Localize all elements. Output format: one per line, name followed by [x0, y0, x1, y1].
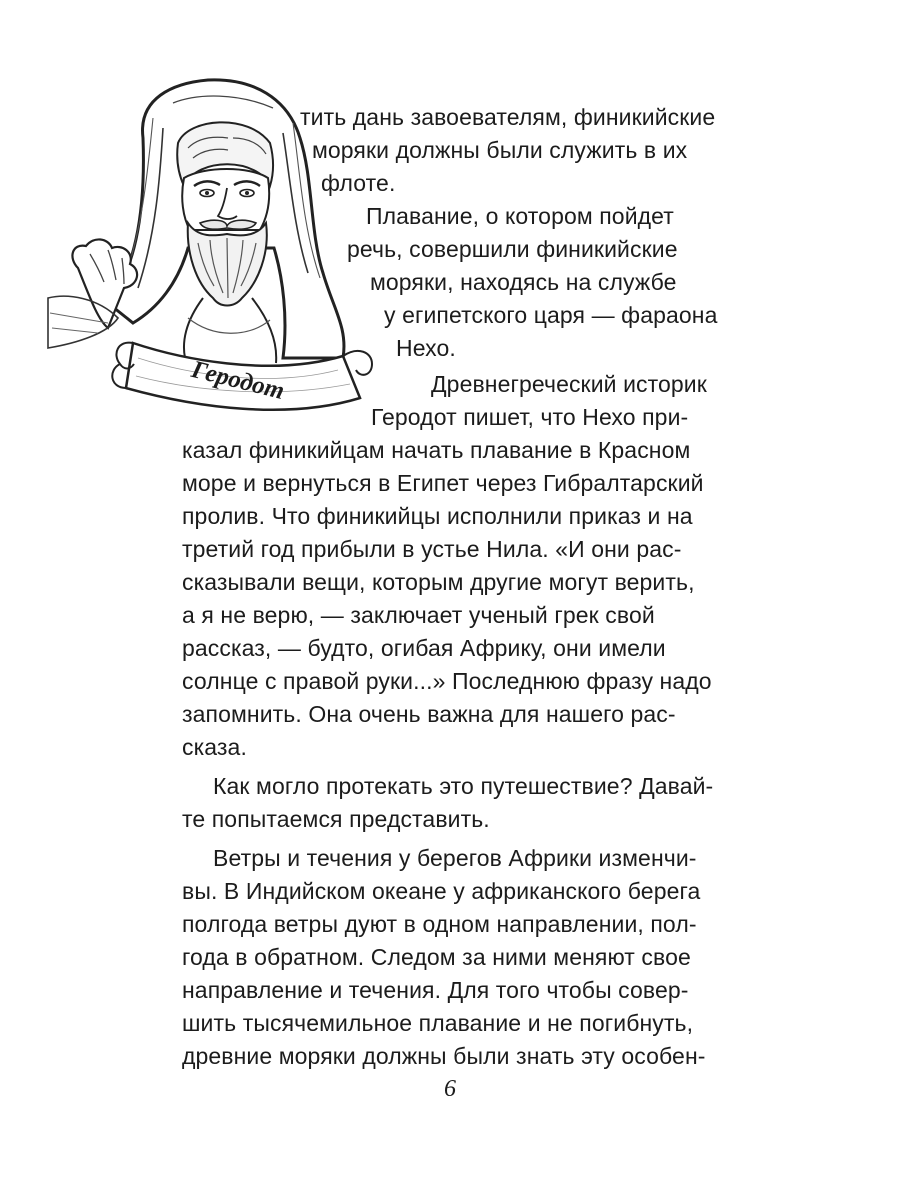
page-number: 6	[444, 1076, 456, 1102]
text-line: тить дань завоевателям, финикийские	[300, 104, 716, 130]
text-line: пролив. Что финикийцы исполнили приказ и на	[182, 503, 693, 529]
text-line: запомнить. Она очень важна для нашего рас-	[182, 701, 676, 727]
text-line: а я не верю, — заключает ученый грек свой	[182, 602, 655, 628]
text-line: сказывали вещи, которым другие могут верить,	[182, 569, 695, 595]
banner-label: Геродот	[188, 355, 287, 406]
text-line: Геродот пишет, что Нехо при-	[371, 404, 689, 430]
text-line: Как могло протекать это путешествие? Давай-	[213, 773, 714, 799]
text-line: речь, совершили финикийские	[347, 236, 678, 262]
text-line: казал финикийцам начать плавание в Красном	[182, 437, 691, 463]
text-line: третий год прибыли в устье Нила. «И они рас-	[182, 536, 682, 562]
text-line: года в обратном. Следом за ними меняют свое	[182, 944, 691, 970]
text-line: сказа.	[182, 734, 247, 760]
text-line: море и вернуться в Египет через Гибралтарский	[182, 470, 704, 496]
text-line: рассказ, — будто, огибая Африку, они имели	[182, 635, 666, 661]
text-line: древние моряки должны были знать эту особен-	[182, 1043, 706, 1069]
text-line: флоте.	[321, 170, 396, 196]
text-line: моряки, находясь на службе	[370, 269, 677, 295]
text-line: моряки должны были служить в их	[312, 137, 688, 163]
text-line: у египетского царя — фараона	[384, 302, 718, 328]
text-line: Ветры и течения у берегов Африки изменчи-	[213, 845, 697, 871]
text-line: те попытаемся представить.	[182, 806, 490, 832]
text-line: солнце с правой руки...» Последнюю фразу надо	[182, 668, 712, 694]
text-line: шить тысячемильное плавание и не погибнуть,	[182, 1010, 694, 1036]
text-line: Плавание, о котором пойдет	[366, 203, 674, 229]
text-line: вы. В Индийском океане у африканского берега	[182, 878, 701, 904]
text-line: Древнегреческий историк	[431, 371, 707, 397]
text-line: полгода ветры дуют в одном направлении, пол-	[182, 911, 697, 937]
text-line: направление и течения. Для того чтобы совер-	[182, 977, 689, 1003]
text-line: Нехо.	[396, 335, 456, 361]
